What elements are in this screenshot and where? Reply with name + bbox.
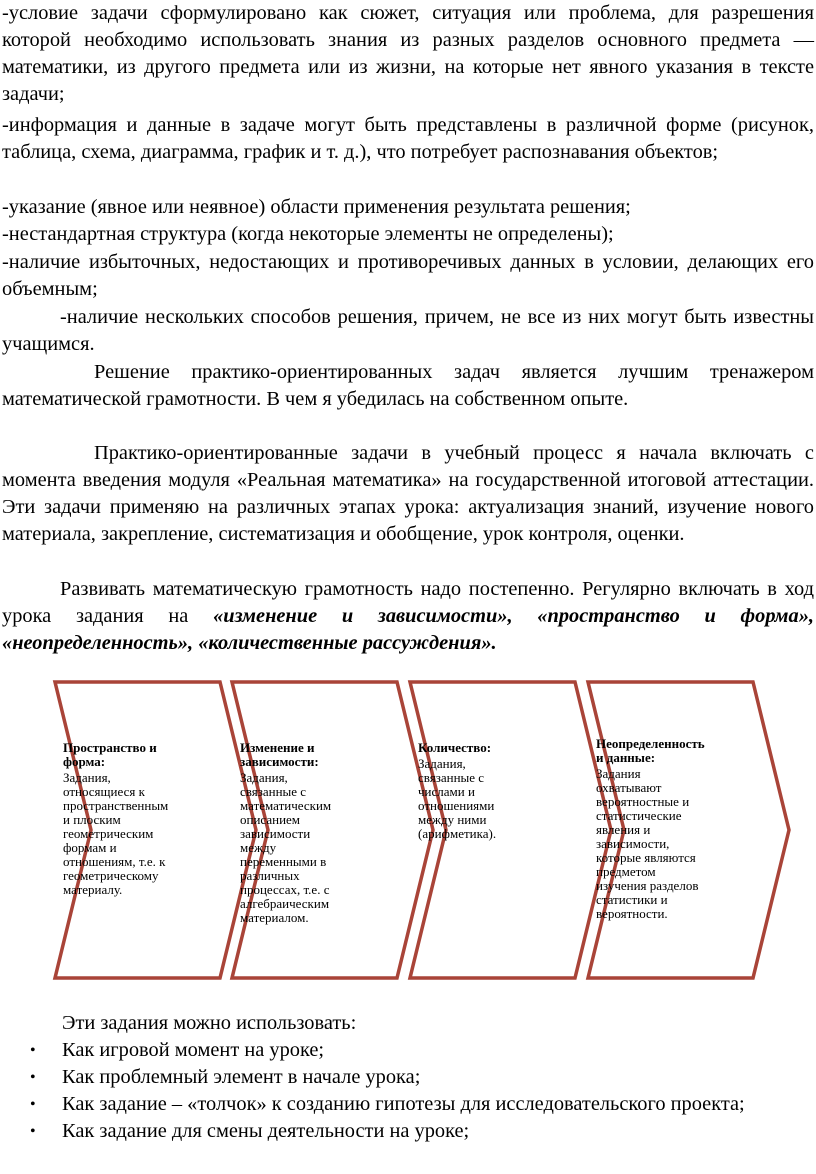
categories-diagram-svg xyxy=(0,670,816,1000)
category-description-line: алгебраическим xyxy=(240,896,330,911)
category-description-line: Задания xyxy=(596,766,641,781)
category-description-line: материалу. xyxy=(63,882,123,897)
category-description-line: статистические xyxy=(596,808,682,823)
usage-list xyxy=(0,1037,816,1145)
categories-diagram xyxy=(0,670,816,1000)
category-description-line: пространственным xyxy=(63,798,169,813)
task-categories-emphasis: «изменение и зависимости», «пространство и форма», «неопределенность», «количественные рассуждения». xyxy=(2,605,814,654)
category-description-line: связанные с xyxy=(240,784,307,799)
category-description-line: математическим xyxy=(240,798,332,813)
category-description-line: отношениям, т.е. к xyxy=(63,854,166,869)
category-title-line: и данные: xyxy=(596,750,656,765)
category-title-line: зависимости: xyxy=(240,754,319,769)
paragraph-condition: -условие задачи сформулировано как сюжет, ситуация или проблема, для разрешения которой необходимо использовать знания из разных разделов основного предмета — математики, из другого предмета или из жизни, на которые нет явного указания в тексте задачи; xyxy=(2,2,814,105)
category-description-line: геометрическим xyxy=(63,826,154,841)
category-description-line: связанные с xyxy=(418,770,485,785)
category-description-line: процессах, т.е. с xyxy=(240,882,330,897)
category-title-line: форма: xyxy=(63,754,106,769)
category-description-line: между ними xyxy=(418,812,487,827)
paragraph-indication: -указание (явное или неявное) области применения результата решения; xyxy=(2,196,631,218)
category-description-line: зависимости xyxy=(240,826,311,841)
category-description-line: зависимости, xyxy=(596,836,670,851)
category-title-line: Неопределенность xyxy=(596,736,705,751)
usage-list-item: • Как проблемный элемент в начале урока; xyxy=(0,1064,816,1091)
category-description-line: Задания, xyxy=(63,770,111,785)
paragraph-solving-tasks: Решение практико-ориентированных задач является лучшим тренажером математической грамотности. В чем я убедилась на собственном опыте. xyxy=(2,361,814,410)
paragraph-information: -информация и данные в задаче могут быть представлены в различной форме (рисунок, таблица, схема, диаграмма, график и т. д.), что потребует распознавания объектов; xyxy=(2,114,814,163)
category-description-line: охватывают xyxy=(596,780,662,795)
category-title-line: Изменение и xyxy=(240,740,315,755)
category-description-line: предметом xyxy=(596,864,656,879)
category-description-line: переменными в xyxy=(240,854,327,869)
category-description-line: отношениями xyxy=(418,798,495,813)
develop-literacy-text: Развивать математическую грамотность надо постепенно. Регулярно включать в ход урока задания на xyxy=(2,578,814,627)
category-description-line: вероятности. xyxy=(596,906,668,921)
category-description-line: вероятностные и xyxy=(596,794,690,809)
category-description-line: статистики и xyxy=(596,892,668,907)
category-description-line: изучения разделов xyxy=(596,878,699,893)
usage-list-item: • Как задание для смены деятельности на уроке; xyxy=(0,1118,816,1145)
category-description-line: описанием xyxy=(240,812,301,827)
paragraph-redundant-data: -наличие избыточных, недостающих и противоречивых данных в условии, делающих его объемным; xyxy=(2,251,814,300)
category-description-line: различных xyxy=(240,868,300,883)
category-title-line: Пространство и xyxy=(63,740,157,755)
paragraph-usage-intro: Эти задания можно использовать: xyxy=(62,1012,357,1034)
paragraph-structure: -нестандартная структура (когда некоторые элементы не определены); xyxy=(2,223,614,245)
category-description-line: геометрическому xyxy=(63,868,159,883)
category-description-line: которые являются xyxy=(596,850,696,865)
paragraph-practice-tasks: Практико-ориентированные задачи в учебный процесс я начала включать с момента введения модуля «Реальная математика» на государственной итоговой аттестации. Эти задачи применяю на различных этапах урока: актуализация знаний, изучение нового материала, закрепление, систематизация и обобщение, урок контроля, оценки. xyxy=(2,442,814,545)
paragraph-several-methods: -наличие нескольких способов решения, причем, не все из них могут быть известны учащимся. xyxy=(2,306,814,355)
category-description-line: Задания, xyxy=(418,756,466,771)
category-description-line: относящиеся к xyxy=(63,784,145,799)
category-description-line: числами и xyxy=(418,784,475,799)
category-description-line: между xyxy=(240,840,277,855)
paragraph-develop-literacy xyxy=(2,576,814,657)
usage-list-item: • Как задание – «толчок» к созданию гипотезы для исследовательского проекта; xyxy=(0,1091,816,1118)
category-description-line: (арифметика). xyxy=(418,826,497,841)
category-title-line: Количество: xyxy=(418,740,492,755)
category-description-line: и плоским xyxy=(63,812,121,827)
category-description-line: явления и xyxy=(596,822,651,837)
usage-list-item: • Как игровой момент на уроке; xyxy=(0,1037,816,1064)
category-description-line: формам и xyxy=(63,840,117,855)
category-description-line: Задания, xyxy=(240,770,288,785)
category-description-line: материалом. xyxy=(240,910,309,925)
